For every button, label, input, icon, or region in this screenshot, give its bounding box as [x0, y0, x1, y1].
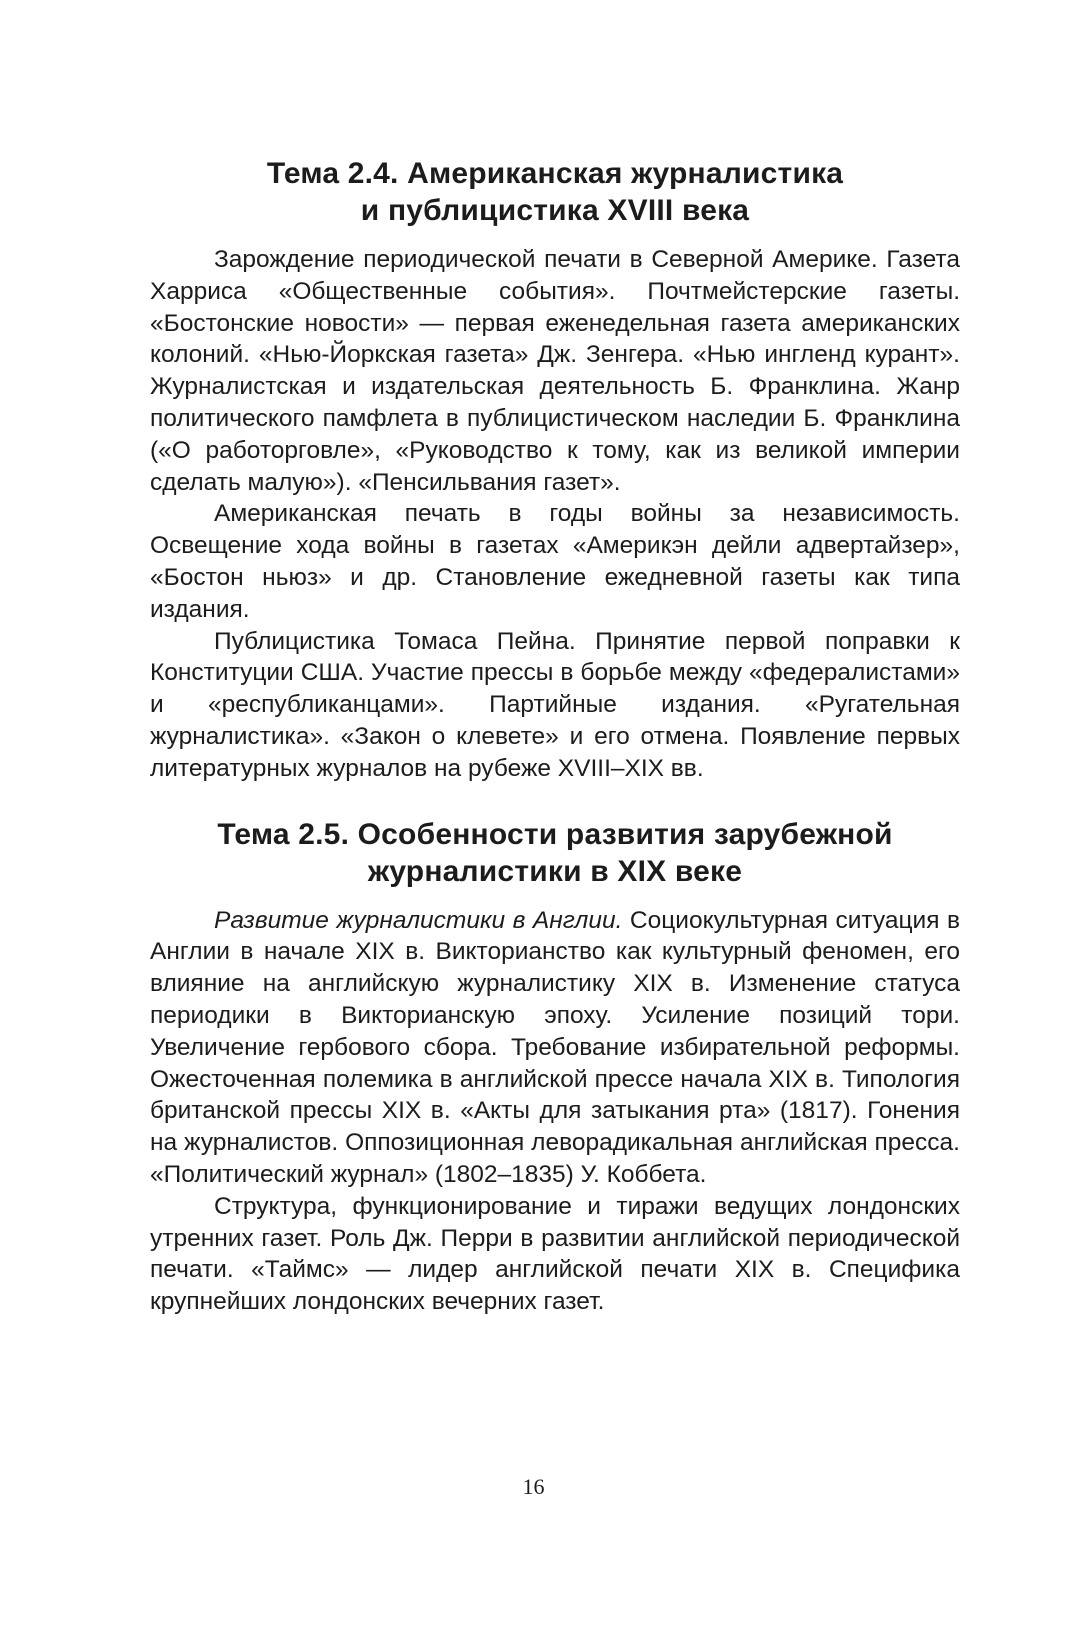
topic-2-5-paragraph-1: [150, 905, 960, 1191]
section-lead-italic: Развитие журналистики в Англии.: [214, 906, 623, 934]
topic-2-4-paragraph-2: Американская печать в годы войны за независимость. Освещение хода войны в газетах «Америкэн дейли адвертайзер», «Бостон ньюз» и др. Становление ежедневной газеты как типа издания.: [150, 500, 960, 623]
topic-2-4-paragraph-1: Зарождение периодической печати в Северной Америке. Газета Харриса «Общественные события». Почтмейстерские газеты. «Бостонские новости» — первая еженедельная газета американских колоний. «Нью-Йоркская газета» Дж. Зенгера. «Нью ингленд курант». Журналистская и издательская деятельность Б. Франклина. Жанр политического памфлета в публицистическом наследии Б. Франклина («О работорговле», «Руководство к тому, как из великой империи сделать малую»). «Пенсильвания газет».: [150, 246, 960, 496]
topic-2-4-title-line2: и публицистика XVIII века: [360, 194, 750, 227]
topic-2-4-title-line1: Тема 2.4. Американская журналистика: [266, 157, 844, 190]
topic-2-5-title-line1: Тема 2.5. Особенности развития зарубежной: [217, 817, 893, 851]
page-content: [150, 150, 960, 1318]
topic-2-5-heading: [150, 816, 960, 890]
topic-2-5-paragraph-2: Структура, функционирование и тиражи ведущих лондонских утренних газет. Роль Дж. Перри в развитии английской периодической печати. «Таймс» — лидер английской печати XIX в. Специфика крупнейших лондонских вечерних газет.: [150, 1192, 960, 1316]
topic-2-4-paragraph-3: Публицистика Томаса Пейна. Принятие первой поправки к Конституции США. Участие прессы в борьбе между «федералистами» и «республиканцами». Партийные издания. «Ругательная журналистика». «Закон о клевете» и его отмена. Появление первых литературных журналов на рубеже XVIII–XIX вв.: [150, 627, 960, 782]
topic-2-5-paragraph-1-text: Социокультурная ситуация в Англии в начале XIX в. Викторианство как культурный феномен, его влияние на английскую журналистику XIX в. Изменение статуса периодики в Викторианскую эпоху. Усиление позиций тори. Увеличение гербового сбора. Требование избирательной реформы. Ожесточенная полемика в английской прессе начала XIX в. Типология британской прессы XIX в. «Акты для затыкания рта» (1817). Гонения на журналистов. Оппозиционная леворадикальная английская пресса. «Политический журнал» (1802–1835) У. Коббета.: [150, 906, 960, 1188]
page-number: 16: [522, 1474, 545, 1499]
topic-2-5-title-line2: журналистики в XIX веке: [367, 854, 743, 888]
topic-2-4-heading: [150, 155, 960, 229]
